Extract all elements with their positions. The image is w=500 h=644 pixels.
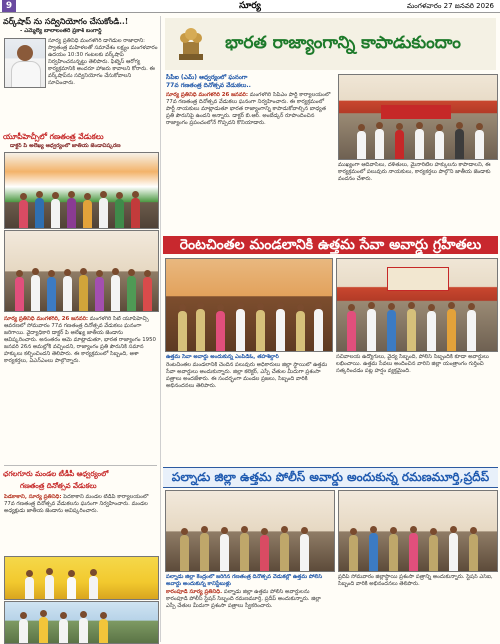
left-republic-subhead: డాక్టర్ పి అలేఖ్య ఆధ్వర్యంలో జాతీయ జెండావిష్కరణ — [10, 143, 121, 149]
award-photo-1 — [165, 258, 333, 352]
left-bottom-body — [4, 494, 157, 548]
newspaper-name: సూర్య — [239, 1, 261, 11]
main-article-text: మంగళగిరి సీపీఎం పార్టీ కార్యాలయంలో 77వ గణతంత్ర దినోత్సవ వేడుకలు ఘనంగా నిర్వహించారు. ఈ కార్యక్రమంలో పార్టీ నాయకులు మాట్లాడుతూ భారత రాజ్యాంగాన్ని కాపాడుకోవాల్సిన బాధ్యత ప్రతి పౌరునిపై ఉందని అన్నారు. డాక్టర్ బి.ఆర్. అంబేడ్కర్ రూపొందించిన రాజ్యాంగం ప్రపంచంలోనే గొప్పదని కొనియాడారు. — [166, 92, 331, 126]
main-article-subhead-1: సీపీఐ (ఎమ్) ఆధ్వర్యంలో ఘనంగా — [166, 74, 248, 81]
left-rule — [4, 465, 157, 466]
award-body: రెంటచింతల మండలానికి చెందిన పలువురు అధికారులు జిల్లా స్థాయిలో ఉత్తమ సేవా అవార్డులు అందుకున్నారు. జిల్లా కలెక్టర్, ఎస్పీ చేతుల మీదుగా ప్రశంసా పత్రాలు అందజేశారు. ఈ సందర్భంగా మండల ప్రజలు, సిబ్బంది వారికి అభినందనలు తెలిపారు. — [166, 362, 328, 389]
award-photo-2 — [336, 258, 498, 352]
left-republic-lead: సూర్య ప్రతినిధి మంగళగిరి, 26 జనవరి: — [4, 316, 89, 322]
tdp-photo-2 — [4, 601, 159, 644]
tdp-photo-1 — [4, 556, 159, 600]
masthead — [0, 0, 500, 13]
cpim-photo — [338, 74, 498, 160]
main-article-body — [166, 92, 334, 230]
left-top-body: సూర్య ప్రతినిధి మంగళగిరి డాగెడుల రాజాధాని: స్వాతంత్ర మహిళలతో సమావేశం లక్ష్యం మంగళవారం ఉదయం 10:30 గంటలకు వర్క్‌షాప్ నిర్వహించనున్నట్టు తెలిపారు. ఫిట్నెస్ ఆరోగ్య కార్యక్రమానికి అందరూ హాజరు కావాలని కోరారు. ఈ వర్క్‌షాప్‌ను సద్వినియోగం చేసుకోవాలని సూచించారు. — [48, 38, 158, 86]
column-divider — [160, 16, 161, 642]
award-body-right: సచివాలయ ఉద్యోగులు, వైద్య సిబ్బంది, పోలీస్ సిబ్బందికి కూడా అవార్డులు లభించాయి. ఉత్తమ సేవలు అందించిన వారిని జిల్లా యంత్రాంగం గుర్తించి సత్కరించడం పట్ల హర్షం వ్యక్తమైంది. — [336, 354, 489, 374]
main-banner — [165, 18, 496, 70]
police-photo-2 — [338, 490, 498, 572]
police-body — [166, 589, 332, 641]
police-section-band: పల్నాడు జిల్లా ఉత్తమ పోలీస్ అవార్డు అందుకున్న రమణమూర్తి,ప్రదీప్ — [163, 467, 498, 488]
left-top-headline: వర్క్‌షాప్ ను సద్వినియోగం చేసుకోండి..! — [3, 16, 129, 26]
date-line: మంగళవారం 27 జనవరి 2026 — [406, 2, 494, 10]
left-bottom-headline: ఛగలగూరు మండల టీడీపీ ఆధ్వర్యంలో — [3, 469, 109, 478]
police-body-right: ప్రదీప్ సోమవారం జిల్లాస్థాయి ప్రశంసా పత్రాన్ని అందుకున్నారు. స్టేషన్ ఎస్ఐ, సిబ్బంది వారికి అభినందనలు తెలిపారు. — [338, 574, 493, 587]
award-caption: ఉత్తమ సేవా అవార్డు అందుకున్న ఎంపీడీఓ, తహశీల్దార్ — [166, 354, 279, 360]
left-bottom-lead: పెడకాకాని, సూర్య ప్రతినిధి: — [4, 494, 62, 500]
left-republic-text: మంగళగిరి సిటీ యూపీహెచ్సీ ఆవరణలో సోమవారం 77వ గణతంత్ర దినోత్సవ వేడుకలు ఘనంగా జరిగాయి. వైద్యాధికారి డాక్టర్ పి అలేఖ్య జాతీయ జెండాను ఆవిష్కరించారు. అనంతరం ఆమె మాట్లాడుతూ, భారత రాజ్యాంగం 1950 జనవరి 26న అమల్లోకి వచ్చిందని, రాజ్యాంగం ప్రతి పౌరునికి సమాన హక్కులు కల్పించిందని తెలిపారు. ఈ కార్యక్రమంలో సిబ్బంది, ఆశా కార్యకర్తలు, ఏఎన్ఎంలు పాల్గొన్నారు. — [4, 316, 156, 364]
main-article-lead: సూర్య ప్రతినిధి మంగళగిరి 26 జనవరి: — [166, 92, 249, 98]
portrait-photo — [4, 38, 46, 88]
left-top-subhead: - ఎమ్మెల్యే బాలాలంతరి ప్రకాశ్ బంగార్డ్ — [20, 28, 102, 34]
main-article-subhead-2: 77వ గణతంత్ర దినోత్సవ వేడుకలు.. — [166, 82, 251, 89]
republic-photo-2 — [4, 230, 159, 312]
republic-photo-1 — [4, 152, 159, 229]
main-article-body-right: ముఖ్యంగా ఆదివాసీలు, దళితులు, మైనారిటీల హక్కులను కాపాడాలని, ఈ కార్యక్రమంలో పలువురు నాయకులు, కార్యకర్తలు పాల్గొని జాతీయ జెండాకు వందనం చేశారు. — [338, 162, 491, 182]
left-republic-headline: యూపీహెచ్సీలో గణతంత్ర వేడుకలు — [3, 132, 104, 141]
left-bottom-headline-2: గణతంత్ర దినోత్సవ వేడుకలు — [20, 481, 97, 490]
award-section-band: రెంటచింతల మండలానికి ఉత్తమ సేవా అవార్డు గ్రహీతలు — [163, 236, 498, 254]
page-number: 9 — [2, 0, 16, 12]
police-body-lead: కారంపూడి సూర్య ప్రతినిధి. — [166, 589, 223, 595]
main-banner-headline: భారత రాజ్యాంగాన్ని కాపాడుకుందాం — [225, 33, 461, 53]
left-republic-body — [4, 316, 157, 460]
police-body-text: పల్నాడు జిల్లా ఉత్తమ పోలీస్ అవార్డులను కారంపూడి పోలీస్ స్టేషన్ సిబ్బంది రమణమూర్తి, ప్రదీప్ అందుకున్నారు. జిల్లా ఎస్పీ చేతుల మీదుగా ప్రశంసా పత్రాలు స్వీకరించారు. — [166, 589, 321, 609]
police-photo-1 — [165, 490, 335, 572]
left-bottom-text: పెదకాకాని మండల టీడీపీ కార్యాలయంలో 77వ గణతంత్ర దినోత్సవ వేడుకలను ఘనంగా నిర్వహించారు. మండల అధ్యక్షుడు జాతీయ జెండాను ఆవిష్కరించారు. — [4, 494, 149, 514]
police-caption: పల్నాడు జిల్లా కేంద్రంలో జరిగిన గణతంత్ర దినోత్సవ వేడుకల్లో ఉత్తమ పోలీస్ అవార్డు అందుకున్న కానిస్టేబుళ్లు — [166, 574, 323, 587]
